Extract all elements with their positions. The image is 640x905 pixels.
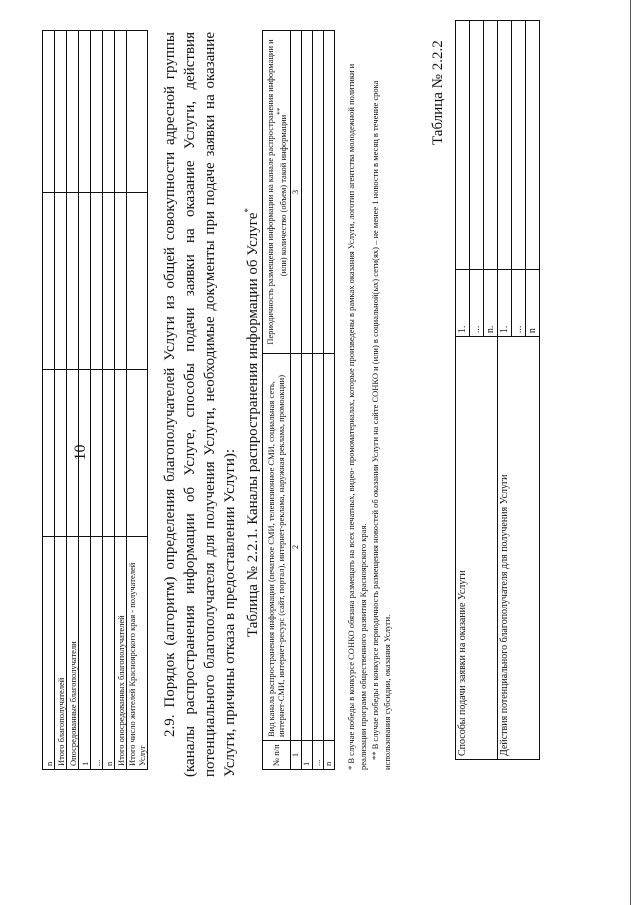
empty-cell (55, 193, 67, 370)
column-numbers-row (290, 31, 301, 770)
empty-cell (115, 31, 127, 193)
row-index: 1 (301, 741, 312, 770)
table-row (301, 31, 312, 770)
header-number: № п/п (263, 741, 291, 770)
empty-cell (43, 193, 55, 370)
table-row (312, 31, 323, 770)
empty-cell (127, 370, 148, 537)
application-methods-table (455, 20, 540, 760)
empty-cell (456, 21, 470, 270)
table-row (115, 31, 127, 770)
empty-cell (115, 370, 127, 537)
item-index: ... (470, 269, 484, 336)
table-row (127, 31, 148, 770)
empty-cell (91, 31, 103, 193)
empty-cell (470, 21, 484, 270)
group-label: Действия потенциального благополучателя для получения Услуги (498, 337, 540, 760)
empty-cell (301, 31, 312, 354)
empty-cell (79, 193, 91, 370)
empty-cell (67, 193, 79, 370)
empty-cell (312, 31, 323, 354)
row-label: n (43, 537, 55, 770)
empty-cell (55, 31, 67, 193)
paragraph-text: 2.9. Порядок (алгоритм) определения благополучателей Услуги из общей совокупности адресной группы (каналы распространения информации об Услуге, способы подачи заявки на оказание Услуги, действия потенциального благополучателя для получения Услуги, необходимые документы при подаче заявки на оказание Услуги, причины отказа в предоставлении Услуги): (162, 32, 238, 777)
empty-cell (127, 193, 148, 370)
empty-cell (301, 354, 312, 741)
header-channel-type: Вид канала распространения информации (печатное СМИ, телевизионное СМИ, социальная сеть, интернет-СМИ, интернет-ресурс (сайт, портал), интернет-реклама, наружная реклама, промоакции) (263, 354, 291, 741)
empty-cell (512, 21, 526, 270)
empty-cell (103, 193, 115, 370)
empty-cell (67, 370, 79, 537)
row-label: Итого благополучателей (55, 537, 67, 770)
column-number: 1 (290, 741, 301, 770)
row-label: 1 (79, 537, 91, 770)
empty-cell (323, 31, 334, 354)
recipients-table (42, 30, 148, 770)
empty-cell (312, 354, 323, 741)
table-row (91, 31, 103, 770)
table-row (323, 31, 334, 770)
row-index: ... (312, 741, 323, 770)
empty-cell (484, 21, 498, 270)
row-label: Итого опосредованных благополучателей (115, 537, 127, 770)
table-row (79, 31, 91, 770)
empty-cell (67, 31, 79, 193)
empty-cell (127, 31, 148, 193)
table-row (103, 31, 115, 770)
empty-cell (498, 21, 512, 270)
table-row (55, 31, 67, 770)
item-index: ... (512, 269, 526, 336)
row-index: n (323, 741, 334, 770)
table-row (43, 31, 55, 770)
footnote-marker: * (243, 208, 253, 213)
empty-cell (115, 193, 127, 370)
empty-cell (79, 370, 91, 537)
empty-cell (103, 370, 115, 537)
empty-cell (91, 370, 103, 537)
empty-cell (43, 31, 55, 193)
row-label: n (103, 537, 115, 770)
empty-cell (91, 193, 103, 370)
empty-cell (55, 370, 67, 537)
header-frequency: Периодичность размещения информации на канале распространения информации и (или) количество (объем) такой информации** (263, 31, 291, 354)
paragraph-2-9 (160, 32, 240, 777)
item-index: n (526, 269, 540, 336)
column-number: 2 (290, 354, 301, 741)
footnote-2: ** В случае победы в конкурсе периодичность размещения новостей об оказании Услуги на сайте СОНКО и (или) в социальной(ых) сети(ях) – не менее 1 новости в месяц в течение срока использования субсидии, оказания Услуги. (370, 80, 392, 770)
channels-table (262, 30, 335, 770)
table-row (498, 21, 512, 760)
row-label: Опосредованные благополучатели (67, 537, 79, 770)
empty-cell (526, 21, 540, 270)
table-row (456, 21, 470, 760)
page-number: 10 (72, 444, 89, 461)
group-label: Способы подачи заявки на оказание Услуги (456, 337, 498, 760)
footnotes (345, 30, 393, 770)
bottom-rule (630, 0, 631, 905)
table-2-2-1-caption: Таблица № 2.2.1. Каналы распространения информации об Услуге* (243, 208, 261, 637)
empty-cell (103, 31, 115, 193)
empty-cell (43, 370, 55, 537)
column-number: 3 (290, 31, 301, 354)
item-index: 1. (456, 269, 470, 336)
item-index: 1. (498, 269, 512, 336)
table-row (67, 31, 79, 770)
footnote-1: * В случае победы в конкурсе СОНКО обязана размещать на всех печатных, видео- промоматериалах, которые произведены в рамках оказания Услуги, логотип агентства молодежной политики и реализации программ общественного развития Красноярского края. (346, 63, 368, 770)
empty-cell (323, 354, 334, 741)
item-index: n. (484, 269, 498, 336)
row-label: ... (91, 537, 103, 770)
row-label: Итого число жителей Красноярского края - получателей Услуг (127, 537, 148, 770)
empty-cell (79, 31, 91, 193)
table-2-2-2-caption: Таблица № 2.2.2 (430, 40, 446, 145)
